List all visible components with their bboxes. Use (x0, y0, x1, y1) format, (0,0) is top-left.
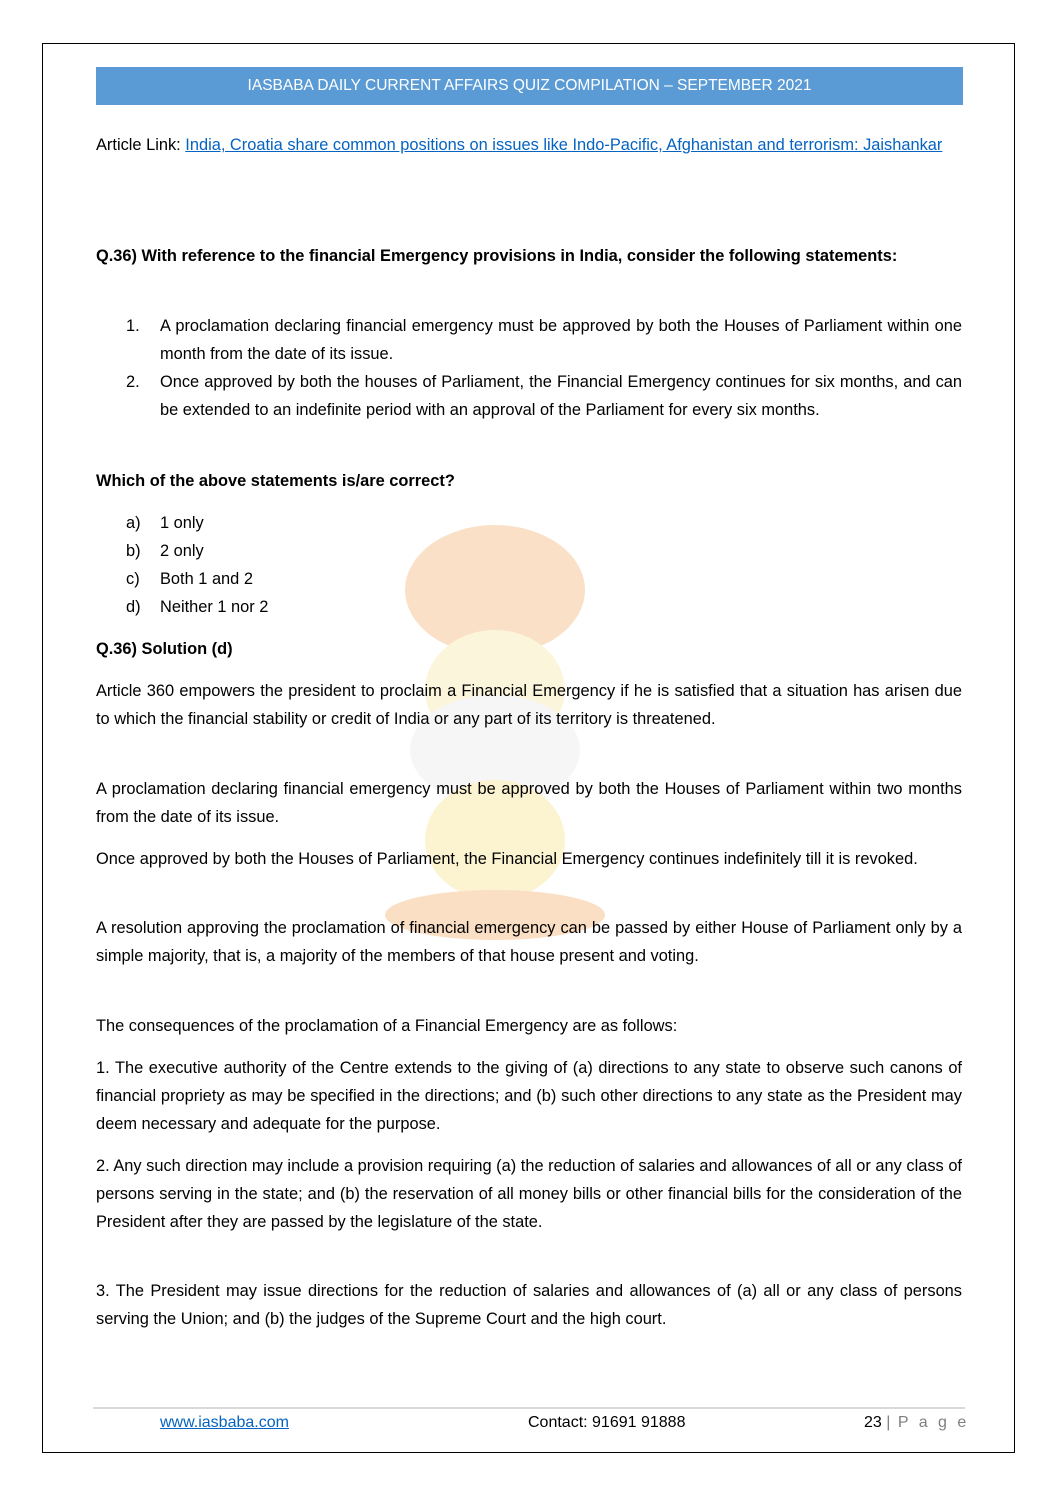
footer-website-link[interactable]: www.iasbaba.com (160, 1414, 289, 1431)
article-link-label: Article Link: (96, 136, 181, 154)
statement-number: 2. (126, 373, 140, 391)
statement-number: 1. (126, 317, 140, 335)
solution-paragraph: Article 360 empowers the president to proclaim a Financial Emergency if he is satisfied that a situation has arisen due to which the financial stability or credit of India or any part of its territory is threatened. (96, 682, 962, 728)
statement-item (126, 312, 962, 368)
option-item (126, 509, 962, 537)
page-separator: | (886, 1414, 894, 1431)
footer-contact: Contact: 91691 91888 (528, 1414, 686, 1431)
option-letter: c) (126, 570, 140, 588)
article-link[interactable]: India, Croatia share common positions on issues like Indo-Pacific, Afghanistan and terrorism: Jaishankar (185, 136, 943, 154)
solution-paragraph: 3. The President may issue directions for the reduction of salaries and allowances of (a) all or any class of persons serving the Union; and (b) the judges of the Supreme Court and the high court. (96, 1282, 962, 1328)
footer-divider (93, 1407, 965, 1409)
option-text: 2 only (160, 542, 204, 560)
page-header-banner: IASBABA DAILY CURRENT AFFAIRS QUIZ COMPILATION – SEPTEMBER 2021 (96, 67, 963, 105)
solution-paragraph: A proclamation declaring financial emergency must be approved by both the Houses of Parliament within two months from the date of its issue. (96, 780, 962, 826)
page-number: 23 (864, 1414, 882, 1431)
solution-paragraph: Once approved by both the Houses of Parliament, the Financial Emergency continues indefinitely till it is revoked. (96, 850, 918, 868)
option-item (126, 593, 962, 621)
footer-page-number (864, 1411, 969, 1435)
option-text: Both 1 and 2 (160, 570, 253, 588)
question-title: Q.36) With reference to the financial Emergency provisions in India, consider the following statements: (96, 247, 898, 265)
page-label: P a g e (897, 1414, 970, 1431)
option-text: 1 only (160, 514, 204, 532)
solution-paragraph: The consequences of the proclamation of a Financial Emergency are as follows: (96, 1017, 678, 1035)
option-letter: a) (126, 514, 141, 532)
solution-paragraph: 1. The executive authority of the Centre extends to the giving of (a) directions to any state to observe such canons of financial propriety as may be specified in the directions; and (b) such other directions to any state as the President may deem necessary and adequate for the purpose. (96, 1059, 962, 1133)
statement-text: Once approved by both the houses of Parliament, the Financial Emergency continues for six months, and can be extended to an indefinite period with an approval of the Parliament for every six months. (160, 373, 962, 419)
statement-item (126, 368, 962, 424)
solution-paragraph: A resolution approving the proclamation of financial emergency can be passed by either House of Parliament only by a simple majority, that is, a majority of the members of that house present and voting. (96, 919, 962, 965)
solution-title: Q.36) Solution (d) (96, 640, 233, 658)
option-letter: b) (126, 542, 141, 560)
statement-text: A proclamation declaring financial emergency must be approved by both the Houses of Parliament within one month from the date of its issue. (160, 317, 962, 363)
solution-paragraph: 2. Any such direction may include a provision requiring (a) the reduction of salaries and allowances of all or any class of persons serving in the state; and (b) the reservation of all money bills or other financial bills for the consideration of the President after they are passed by the legislature of the state. (96, 1157, 962, 1231)
option-text: Neither 1 nor 2 (160, 598, 269, 616)
article-link-paragraph (96, 131, 962, 159)
question-prompt: Which of the above statements is/are correct? (96, 472, 455, 490)
option-letter: d) (126, 598, 141, 616)
option-item (126, 537, 962, 565)
option-item (126, 565, 962, 593)
